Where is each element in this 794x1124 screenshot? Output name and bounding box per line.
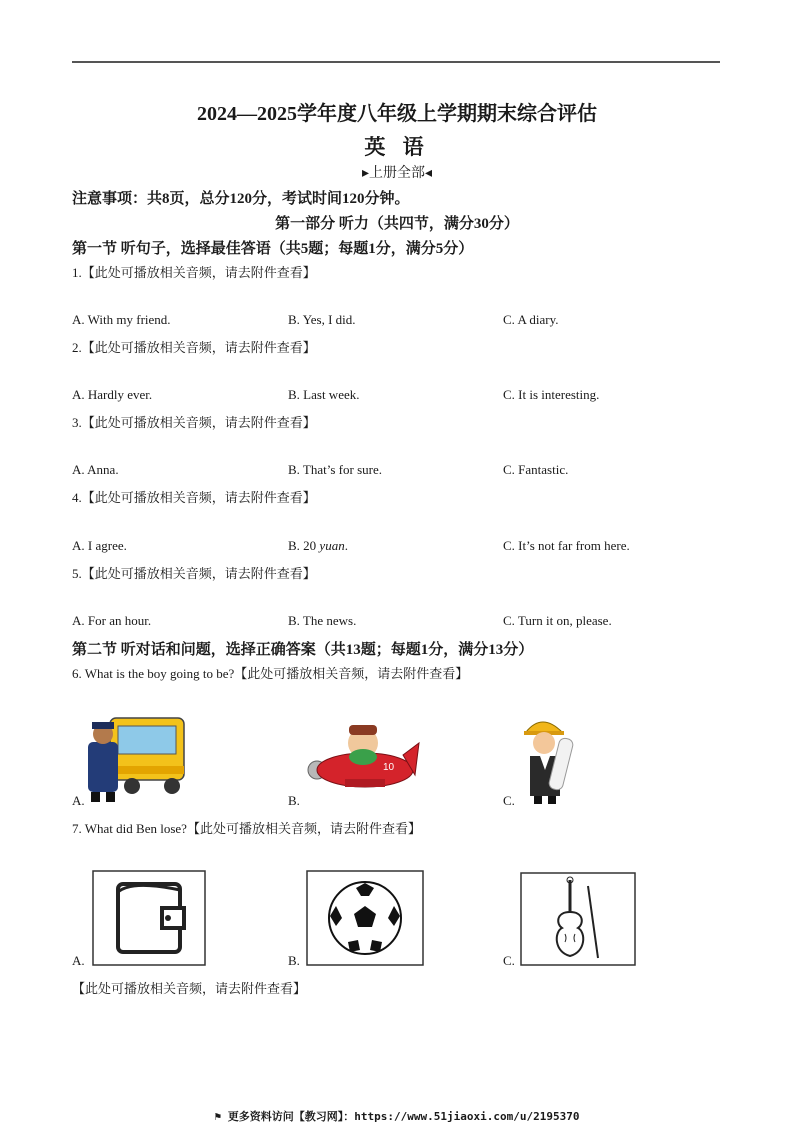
svg-text:10: 10 [383, 762, 395, 773]
audio-note[interactable]: 【此处可播放相关音频，请去附件查看】 [81, 490, 316, 505]
option-c: C. A diary. [503, 312, 559, 327]
subject-title: 英 语 [364, 135, 430, 159]
question-4: 4.【此处可播放相关音频，请去附件查看】 [72, 490, 316, 505]
option-a: A. With my friend. [72, 312, 171, 327]
flag-icon: ⚑ [214, 1110, 228, 1123]
soccer-ball-icon [306, 870, 424, 966]
engineer-icon [518, 712, 590, 804]
audio-note[interactable]: 【此处可播放相关音频，请去附件查看】 [81, 340, 316, 355]
option-c: C. It’s not far from here. [503, 538, 630, 553]
question-3: 3.【此处可播放相关音频，请去附件查看】 [72, 415, 316, 430]
bus-driver-icon [88, 712, 188, 804]
option-c: C. Turn it on, please. [503, 613, 612, 628]
option-b: B. [288, 793, 300, 808]
part1-title: 第一部分 听力（共四节，满分30分） [275, 216, 519, 232]
option-b: B. Yes, I did. [288, 312, 356, 327]
audio-note-standalone[interactable]: 【此处可播放相关音频，请去附件查看】 [72, 981, 307, 996]
option-a: A. I agree. [72, 538, 127, 553]
option-b: B. 20 yuan. [288, 538, 348, 553]
notice: 注意事项：共8页，总分120分，考试时间120分钟。 [72, 191, 410, 207]
exam-title: 2024—2025学年度八年级上学期期末综合评估 [197, 103, 597, 125]
violin-icon [520, 872, 636, 966]
question-7: 7. What did Ben lose?【此处可播放相关音频，请去附件查看】 [72, 821, 421, 836]
audio-note[interactable]: 【此处可播放相关音频，请去附件查看】 [81, 415, 316, 430]
option-b: B. The news. [288, 613, 357, 628]
option-b: B. That’s for sure. [288, 462, 382, 477]
option-c: C. [503, 793, 515, 808]
scope-label: ▸上册全部◂ [361, 166, 433, 181]
option-a: A. For an hour. [72, 613, 152, 628]
option-c: C. Fantastic. [503, 462, 569, 477]
option-c: C. It is interesting. [503, 387, 600, 402]
audio-note[interactable]: 【此处可播放相关音频，请去附件查看】 [81, 566, 316, 581]
option-a: A. [72, 793, 85, 808]
option-a: A. Anna. [72, 462, 119, 477]
question-5: 5.【此处可播放相关音频，请去附件查看】 [72, 566, 316, 581]
option-b: B. [288, 953, 300, 968]
question-1: 1.【此处可播放相关音频，请去附件查看】 [72, 265, 316, 280]
wallet-icon [92, 870, 206, 966]
pilot-icon [305, 715, 420, 805]
top-rule [72, 61, 720, 63]
audio-note[interactable]: 【此处可播放相关音频，请去附件查看】 [186, 821, 421, 836]
footer-link[interactable]: ⚑ 更多资料访问【教习网】：https://www.51jiaoxi.com/u/2195370 [214, 1110, 580, 1123]
section1-title: 第一节 听句子，选择最佳答语（共5题；每题1分，满分5分） [72, 241, 474, 257]
option-c: C. [503, 953, 515, 968]
question-6: 6. What is the boy going to be?【此处可播放相关音频，请去附件查看】 [72, 666, 469, 681]
audio-note[interactable]: 【此处可播放相关音频，请去附件查看】 [81, 265, 316, 280]
option-b: B. Last week. [288, 387, 360, 402]
option-a: A. [72, 953, 85, 968]
question-2: 2.【此处可播放相关音频，请去附件查看】 [72, 340, 316, 355]
audio-note[interactable]: 【此处可播放相关音频，请去附件查看】 [234, 666, 469, 681]
option-a: A. Hardly ever. [72, 387, 153, 402]
section2-title: 第二节 听对话和问题，选择正确答案（共13题；每题1分，满分13分） [72, 642, 534, 658]
